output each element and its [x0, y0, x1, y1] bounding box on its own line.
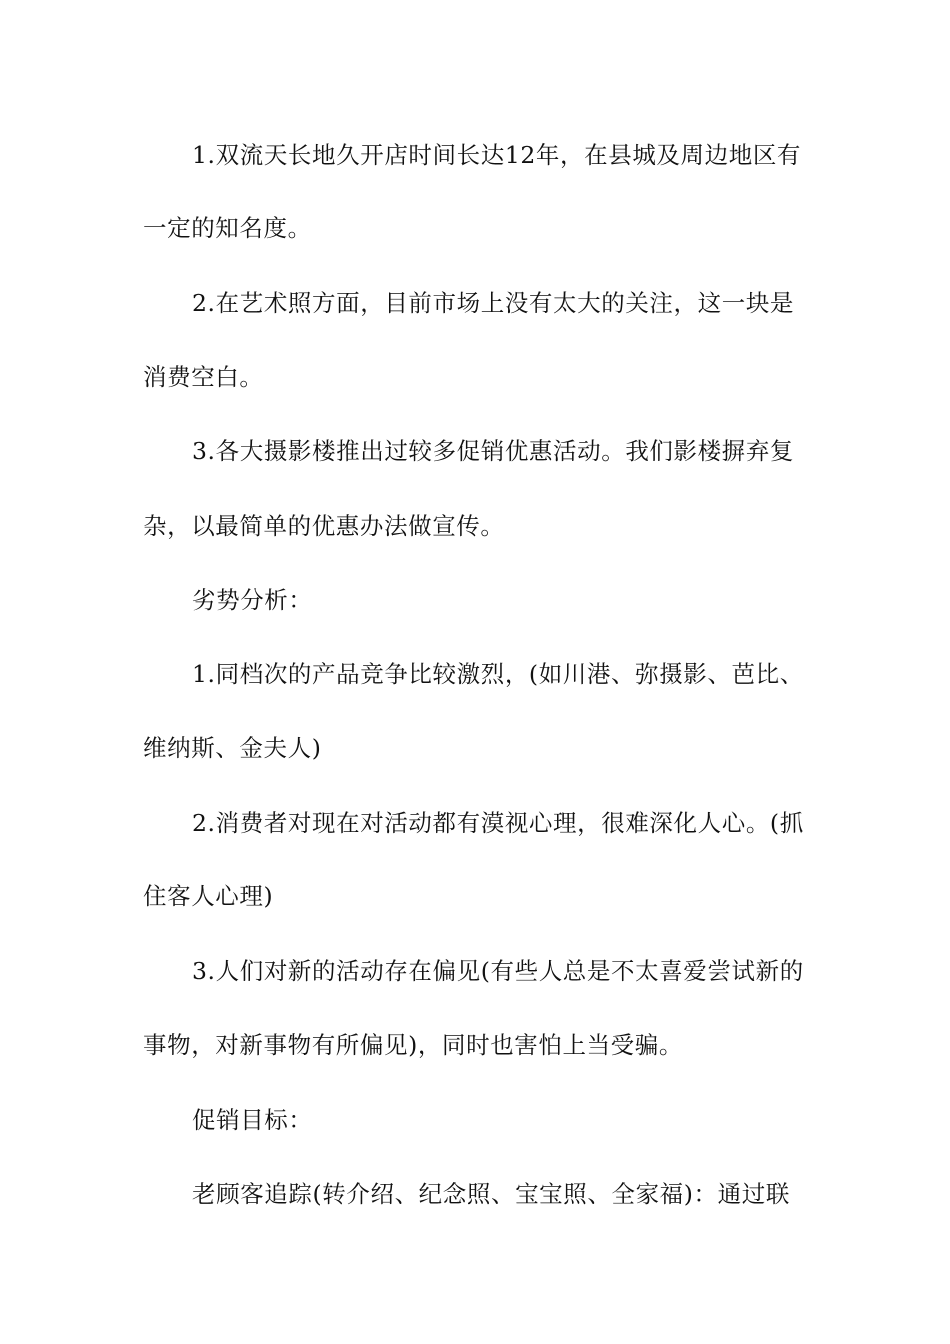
paragraph-line: 老顾客追踪(转介绍、纪念照、宝宝照、全家福)：通过联 — [192, 1180, 790, 1208]
paragraph-line: 消费空白。 — [143, 363, 264, 391]
paragraph-line: 杂，以最简单的优惠办法做宣传。 — [143, 512, 505, 540]
paragraph-line: 事物，对新事物有所偏见)，同时也害怕上当受骗。 — [143, 1031, 683, 1059]
paragraph-line: 2.在艺术照方面，目前市场上没有太大的关注，这一块是 — [192, 289, 795, 317]
paragraph-line: 维纳斯、金夫人) — [143, 734, 322, 762]
paragraph-line: 一定的知名度。 — [143, 214, 312, 242]
paragraph-line: 2.消费者对现在对活动都有漠视心理，很难深化人心。(抓 — [192, 809, 804, 837]
section-heading: 促销目标： — [192, 1106, 313, 1134]
paragraph-line: 住客人心理) — [143, 882, 274, 910]
paragraph-line: 3.各大摄影楼推出过较多促销优惠活动。我们影楼摒弃复 — [192, 437, 795, 465]
paragraph-line: 1.双流天长地久开店时间长达12年，在县城及周边地区有 — [192, 141, 802, 169]
paragraph-line: 1.同档次的产品竞争比较激烈，(如川港、弥摄影、芭比、 — [192, 660, 804, 688]
paragraph-line: 3.人们对新的活动存在偏见(有些人总是不太喜爱尝试新的 — [192, 957, 804, 985]
section-heading: 劣势分析： — [192, 586, 313, 614]
